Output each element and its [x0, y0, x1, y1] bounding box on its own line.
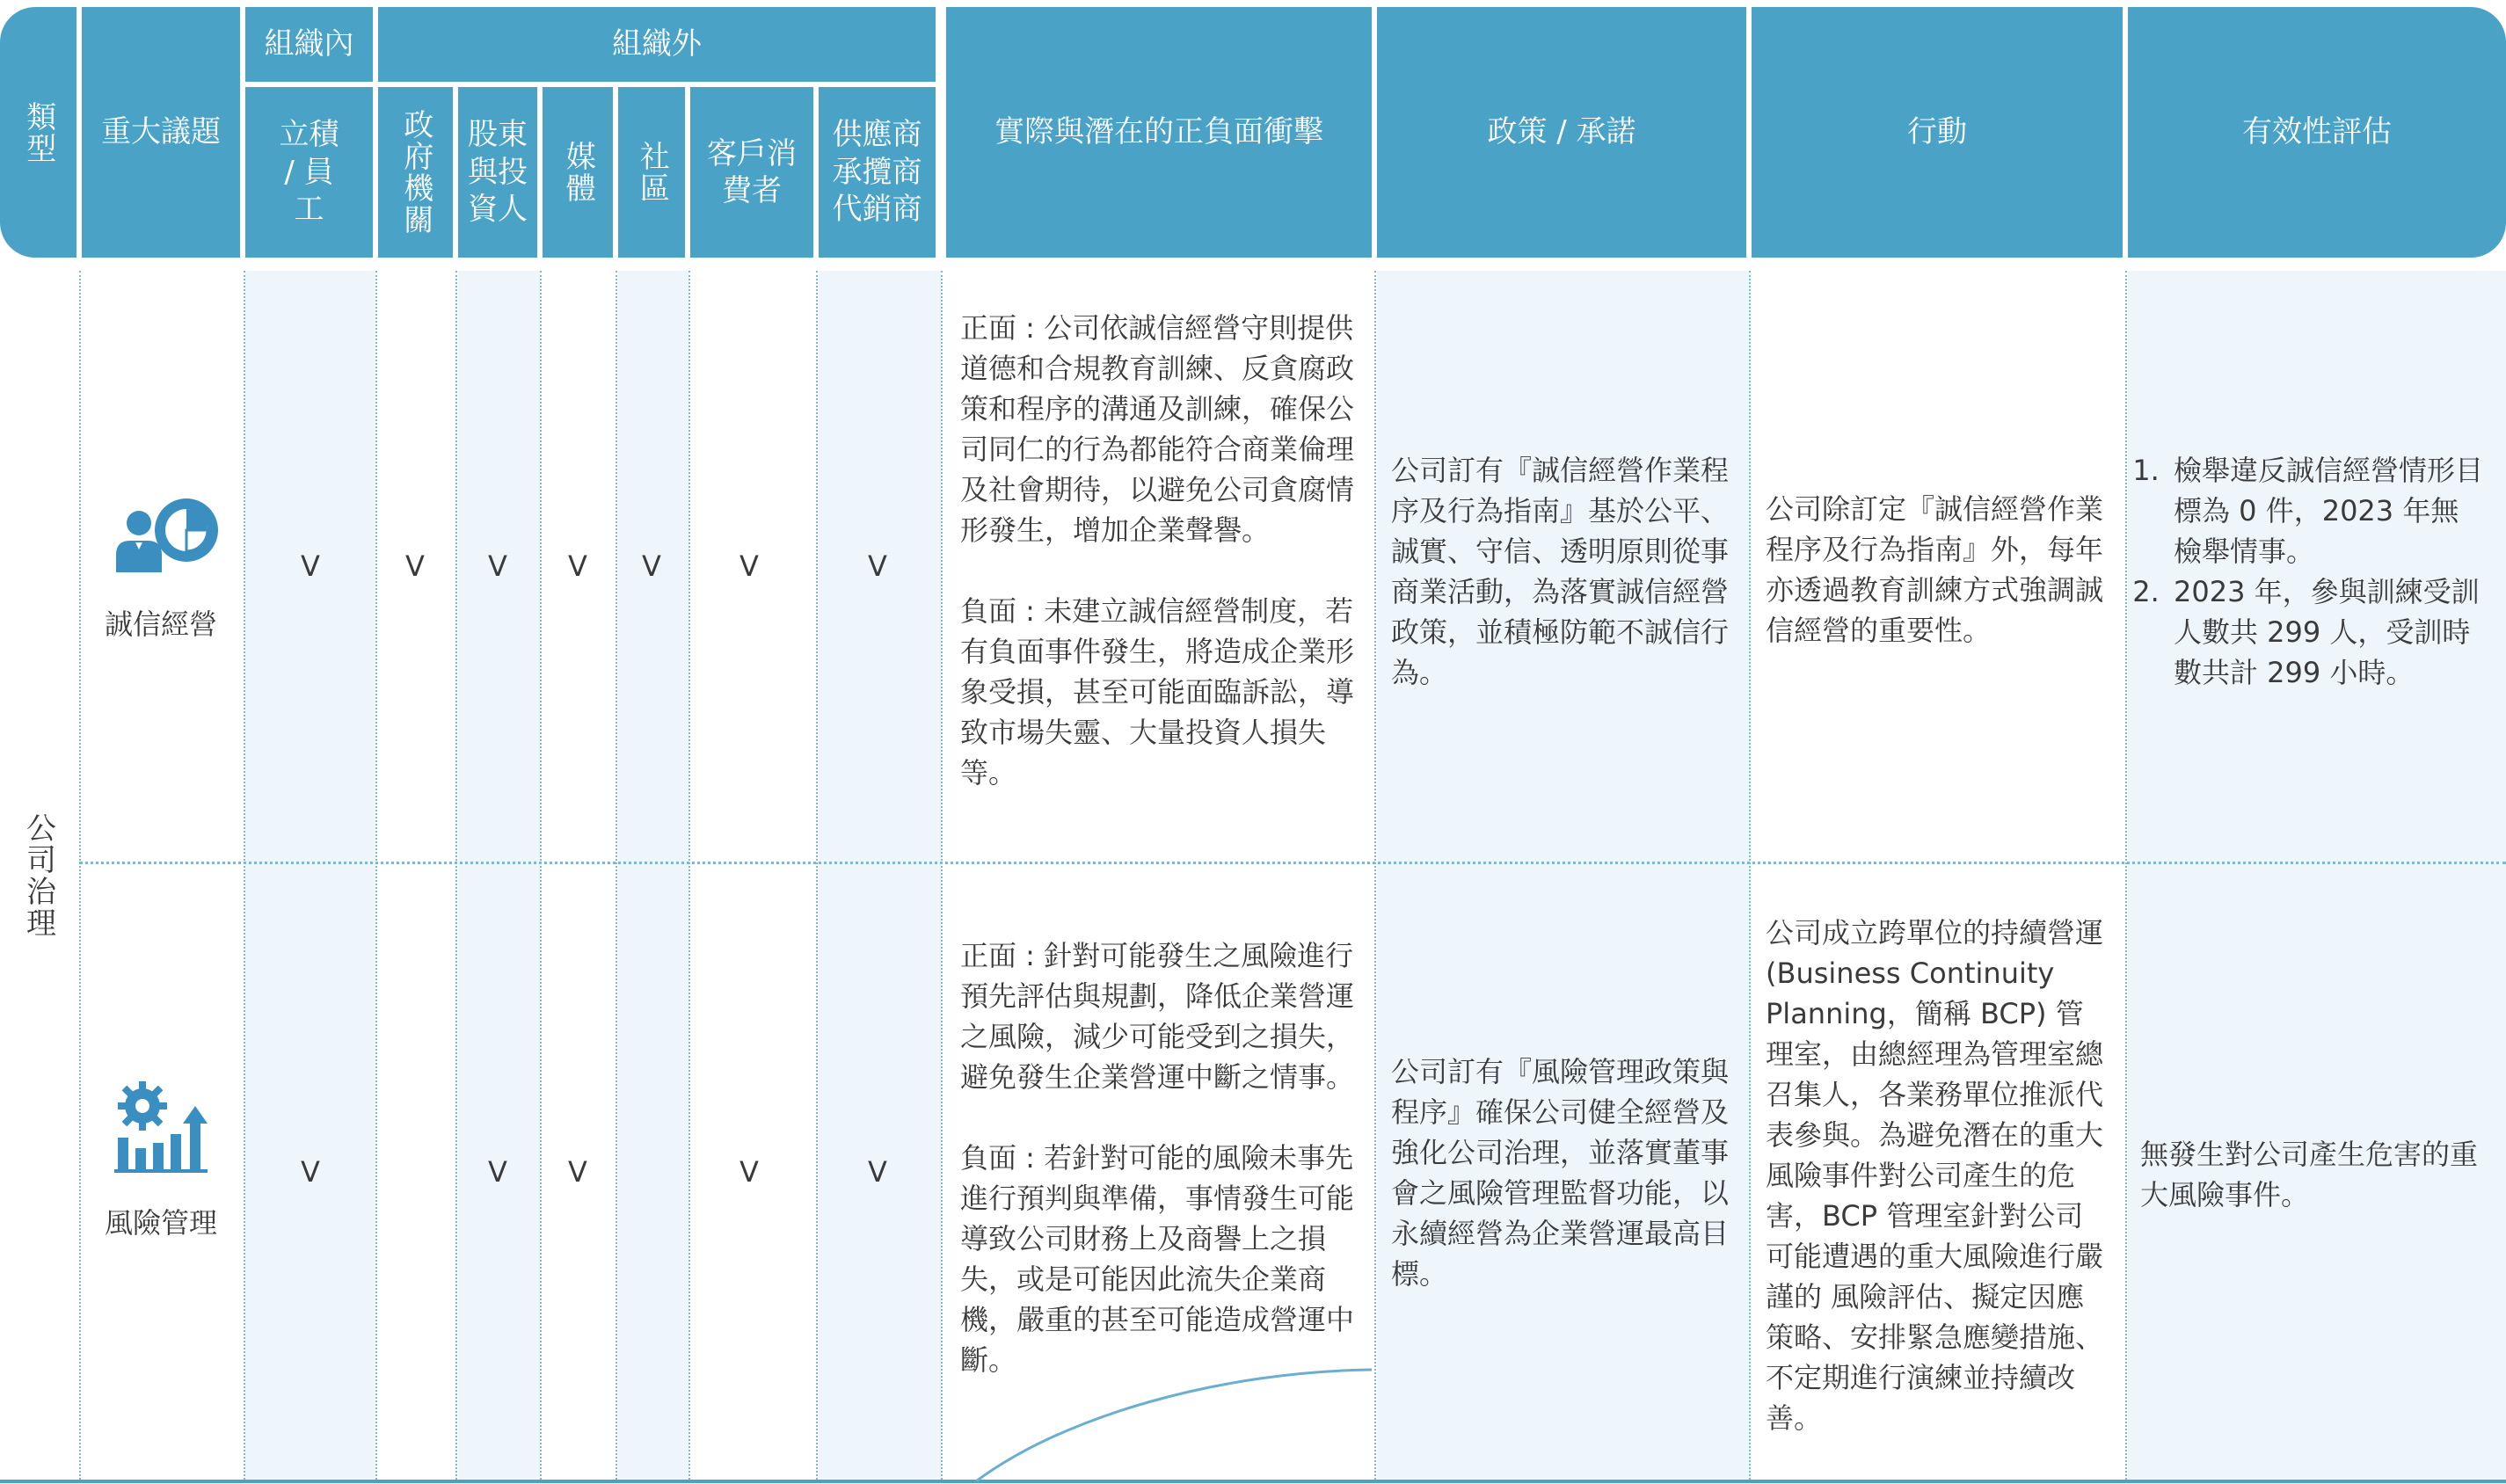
- check-shareholder: V: [488, 1155, 507, 1189]
- check-gov: V: [405, 549, 425, 583]
- impact-positive: 正面 : 針對可能發生之風險進行預先評估與規劃，降低企業營運之風險，減少可能受到之損失，避免發生企業營運中斷之情事。: [960, 939, 1355, 1094]
- evaluation-cell: 無發生對公司產生危害的重大風險事件。: [2140, 1138, 2479, 1211]
- tint-community: [618, 271, 688, 1480]
- action-cell: 公司成立跨單位的持續營運 (Business Continuity Planning，簡稱 BCP) 管理室，由總經理為管理室總召集人，各業務單位推派代表參與。為避免潛在的重大風險事件對公司產生的危害，BCP 管理室針對公司可能遭遇的重大風險進行嚴謹的 風險評估、擬定因應策略、安排緊急應變措施、不定期進行演練並持續改善。: [1766, 916, 2104, 1435]
- header-external-label: 組織外: [612, 26, 702, 62]
- impact-cell: [960, 308, 1360, 793]
- divider: [455, 271, 457, 1480]
- header-external: [378, 7, 936, 82]
- issue-label: 風險管理: [104, 1206, 217, 1240]
- check-supplier: V: [868, 549, 887, 583]
- category-label: 公司治理: [20, 811, 56, 939]
- divider: [688, 271, 690, 1480]
- category-cell: [0, 271, 77, 1480]
- check-supplier: V: [868, 1155, 887, 1189]
- header-shareholder-label: 股東與投資人: [468, 117, 528, 228]
- check-customer: V: [739, 549, 759, 583]
- impact-negative: 負面 : 若針對可能的風險未事先進行預判與準備，事情發生可能導致公司財務上及商譽上之損失，或是可能因此流失企業商機，嚴重的甚至可能造成營運中斷。: [960, 1141, 1355, 1377]
- header-issue: [82, 7, 240, 258]
- header-media: [543, 87, 613, 258]
- risk-gear-bar-chart-icon: [113, 1080, 215, 1175]
- check-customer: V: [739, 1155, 759, 1189]
- header-action: [1752, 7, 2123, 258]
- impact-positive: 正面 : 公司依誠信經營守則提供道德和合規教育訓練、反貪腐政策和程序的溝通及訓練，確保公司同仁的行為都能符合商業倫理及社會期待，以避免公司貪腐情形發生，增加企業聲譽。: [960, 311, 1355, 547]
- check-media: V: [568, 549, 587, 583]
- evaluation-item: 2. 2023 年，參與訓練受訓人數共 299 人，受訓時數共計 299 小時。: [2168, 571, 2485, 693]
- evaluation-cell: [2137, 450, 2485, 693]
- header-issue-label: 重大議題: [101, 114, 221, 150]
- divider: [816, 271, 818, 1480]
- row-divider: [79, 862, 2506, 864]
- header-policy-label: 政策 / 承諾: [1487, 114, 1636, 150]
- header-community: [618, 87, 685, 258]
- header-employee: [245, 87, 373, 258]
- divider: [941, 271, 943, 1480]
- header-gov: [378, 87, 453, 258]
- policy-cell: 公司訂有『風險管理政策與程序』確保公司健全經營及強化公司治理，並落實董事會之風險管理監督功能，以永續經營為企業營運最高目標。: [1391, 1055, 1730, 1291]
- check-employee: V: [301, 549, 320, 583]
- integrity-pie-chart-person-icon: [109, 488, 222, 576]
- check-community: V: [642, 549, 661, 583]
- impact-negative: 負面 : 未建立誠信經營制度，若有負面事件發生，將造成企業形象受損，甚至可能面臨訴訟，導致市場失靈、大量投資人損失等。: [960, 594, 1355, 789]
- policy-cell: 公司訂有『誠信經營作業程序及行為指南』基於公平、誠實、守信、透明原則從事商業活動，為落實誠信經營政策，並積極防範不誠信行為。: [1391, 454, 1730, 689]
- header-customer-label: 客戶消費者: [707, 135, 797, 208]
- evaluation-item: 1. 檢舉違反誠信經營情形目標為 0 件，2023 年無檢舉情事。: [2168, 450, 2485, 571]
- divider: [1374, 271, 1376, 1480]
- header-internal-label: 組織內: [264, 26, 354, 62]
- header-category: [0, 7, 76, 258]
- header-employee-label: 立積 / 員工: [279, 117, 339, 228]
- header-customer: [690, 87, 813, 258]
- divider: [244, 271, 245, 1480]
- header-gov-label: 政府機關: [397, 109, 433, 236]
- check-employee: V: [301, 1155, 320, 1189]
- tint-employee: [245, 271, 375, 1480]
- tint-supplier: [819, 271, 941, 1480]
- impact-cell: [960, 935, 1360, 1380]
- header-impact-label: 實際與潛在的正負面衝擊: [994, 114, 1323, 150]
- divider: [375, 271, 377, 1480]
- divider: [616, 271, 617, 1480]
- header-internal: [245, 7, 373, 82]
- divider: [2125, 271, 2127, 1480]
- header-supplier: [819, 87, 936, 258]
- header-category-label: 類型: [20, 100, 56, 164]
- divider: [540, 271, 542, 1480]
- header-evaluation: [2128, 7, 2506, 258]
- header-supplier-label: 供應商承攬商代銷商: [832, 117, 922, 228]
- header-evaluation-label: 有效性評估: [2242, 114, 2392, 150]
- header-media-label: 媒體: [560, 141, 596, 204]
- header-impact: [946, 7, 1372, 258]
- check-media: V: [568, 1155, 587, 1189]
- divider: [1749, 271, 1751, 1480]
- check-shareholder: V: [488, 549, 507, 583]
- action-cell: 公司除訂定『誠信經營作業程序及行為指南』外，每年亦透過教育訓練方式強調誠信經營的重要性。: [1766, 492, 2104, 647]
- header-shareholder: [458, 87, 537, 258]
- header-community-label: 社區: [634, 141, 670, 204]
- header-action-label: 行動: [1907, 114, 1967, 150]
- header-policy: [1377, 7, 1746, 258]
- issue-label: 誠信經營: [104, 607, 217, 641]
- tint-shareholder: [458, 271, 540, 1480]
- divider: [79, 271, 81, 1480]
